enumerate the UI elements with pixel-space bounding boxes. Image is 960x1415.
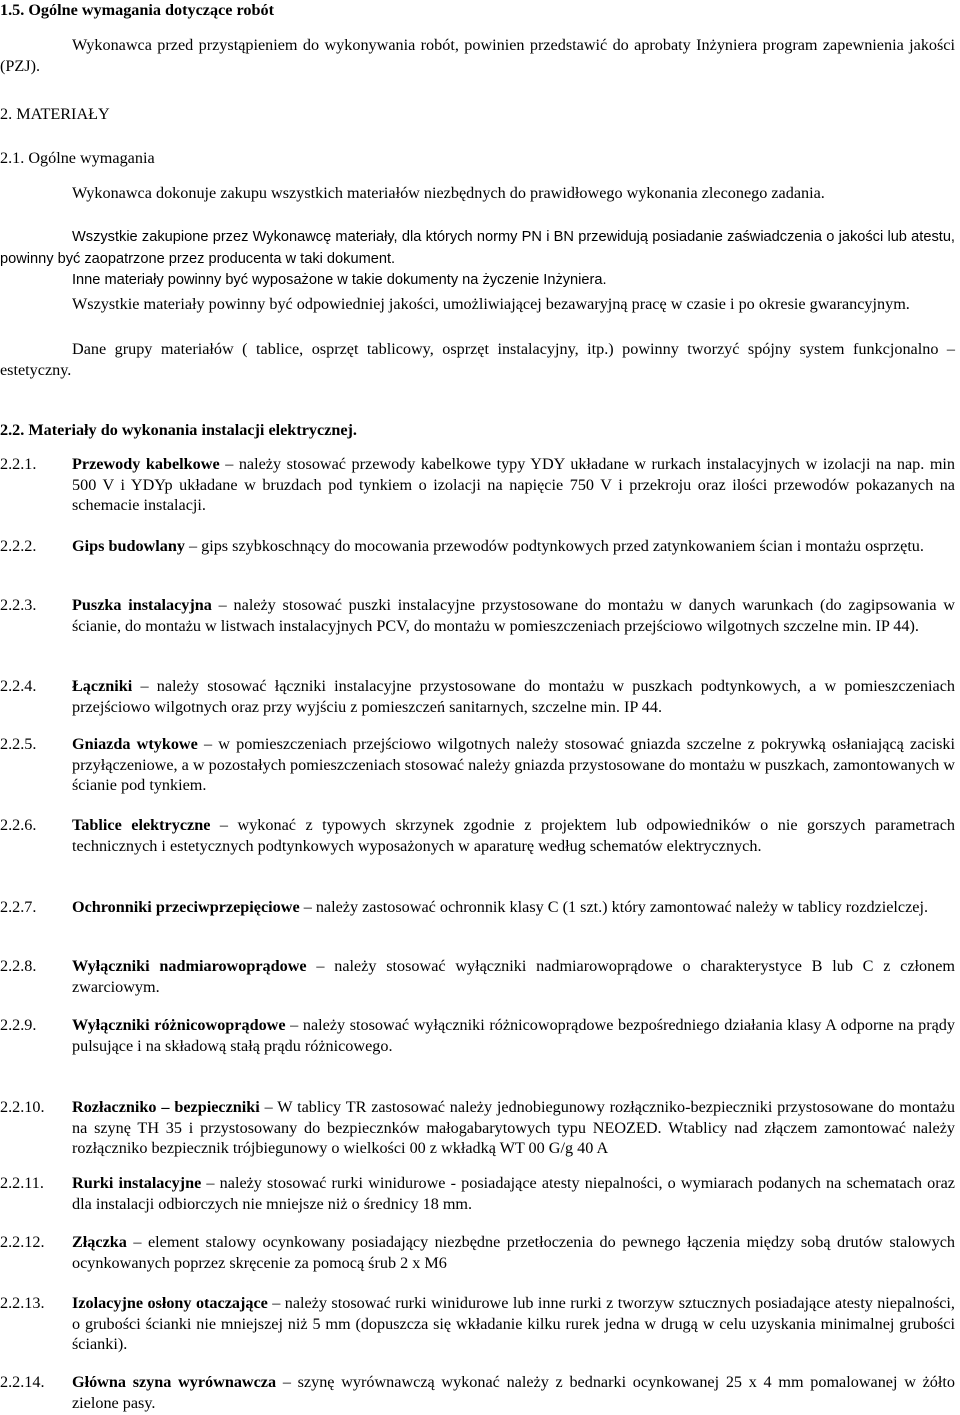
item-number: 2.2.9. <box>0 1016 37 1034</box>
item-term: Łączniki <box>72 677 133 695</box>
item-number: 2.2.2. <box>0 537 37 555</box>
item-number: 2.2.3. <box>0 596 37 614</box>
item-term: Wyłączniki nadmiarowoprądowe <box>72 957 307 975</box>
paragraph-atesty: Wszystkie zakupione przez Wykonawcę materiały, dla których normy PN i BN przewidują posiadanie zaświadczenia o jakości lub atestu, powinny być zaopatrzone przez producenta w taki dokument. <box>0 229 955 267</box>
item-number: 2.2.5. <box>0 735 37 753</box>
list-item <box>0 536 955 557</box>
item-description: – element stalowy ocynkowany posiadający niezbędne przetłoczenia do pewnego łączenia między sobą drutów stalowych ocynkowanych poprzez skręcenie za pomocą śrub 2 x M6 <box>72 1233 955 1272</box>
item-description: – należy stosować wyłączniki nadmiarowoprądowe o charakterystyce B lub C z członem zwarciowym. <box>72 957 955 996</box>
item-description: – należy stosować wyłączniki różnicowoprądowe bezpośredniego działania klasy A odporne na prądy pulsujące i na składową stałą prądu różnicowego. <box>72 1016 955 1055</box>
item-description: – w pomieszczeniach przejściowo wilgotnych należy stosować gniazda szczelne z pokrywką osłaniającą zaciski przyłączeniowe, a w pozostałych pomieszczeniach stosować należy gniazda przystosowane do montażu w puszkach, zamontowanych w ścianie pod tynkiem. <box>72 735 955 795</box>
item-number: 2.2.10. <box>0 1098 45 1116</box>
list-item <box>0 1173 955 1214</box>
item-term: Izolacyjne osłony otaczające <box>72 1294 268 1312</box>
item-term: Ochronniki przeciwprzepięciowe <box>72 898 300 916</box>
item-term: Rurki instalacyjne <box>72 1174 202 1192</box>
item-term: Przewody kabelkowe <box>72 455 220 473</box>
section-heading-2-2: 2.2. Materiały do wykonania instalacji elektrycznej. <box>0 421 357 439</box>
section-heading-materialy: 2. MATERIAŁY <box>0 105 110 123</box>
list-item <box>0 1015 955 1056</box>
item-description: – należy zastosować ochronnik klasy C (1 szt.) który zamontować należy w tablicy rozdzielczej. <box>299 898 929 916</box>
list-item <box>0 676 955 717</box>
list-item <box>0 1372 955 1413</box>
item-number: 2.2.14. <box>0 1373 45 1391</box>
item-number: 2.2.13. <box>0 1294 45 1312</box>
section-heading-2-1 <box>0 148 955 169</box>
item-term: Złączka <box>72 1233 127 1251</box>
list-item <box>0 956 955 997</box>
paragraph-zakup: Wykonawca dokonuje zakupu wszystkich materiałów niezbędnych do prawidłowego wykonania zleconego zadania. <box>72 184 825 202</box>
item-term: Tablice elektryczne <box>72 816 211 834</box>
item-number: 2.2.6. <box>0 816 37 834</box>
item-term: Gips budowlany <box>72 537 185 555</box>
item-term: Puszka instalacyjna <box>72 596 212 614</box>
item-description: – W tablicy TR zastosować należy jednobiegunowy rozłączniko-bezpieczniki przystosowane do montażu na szynę TH 35 i przystosowany do bezpiecznków małogabarytowych typu NEOZED. Wtablicy nad złączem zamontować należy rozłączniko bezpiecznik trójbiegunowy o wielkości 00 z wkładką WT 00 G/g 40 A <box>72 1098 955 1158</box>
paragraph-jakosc: Wszystkie materiały powinny być odpowiedniej jakości, umożliwiającej bezawaryjną pracę w czasie i po okresie gwarancyjnym. <box>72 295 910 313</box>
item-term: Rozłaczniko – bezpieczniki <box>72 1098 260 1116</box>
item-description: – szynę wyrównawczą wykonać należy z bednarki ocynkowanej 25 x 4 mm pomalowanej w żółto zielone pasy. <box>72 1373 955 1412</box>
item-description: – należy stosować rurki winidurowe lub inne rurki z tworzyw sztucznych posiadające atesty niepalności, o grubości ścianki nie mniejszej niż 5 mm (dopuszcza się wkładanie kilku rurek jedna w drugą w celu uzyskania minimalnej grubości ścianki). <box>72 1294 955 1354</box>
section-heading-1-5: 1.5. Ogólne wymagania dotyczące robót <box>0 1 274 19</box>
item-description: – należy stosować łączniki instalacyjne przystosowane do montażu w puszkach podtynkowych, a w pomieszczeniach przejściowo wilgotnych oraz przy wyjściu z pomieszczeń sanitarnych, szczelne min. IP 44. <box>72 677 955 716</box>
item-description: – należy stosować przewody kabelkowe typy YDY układane w rurkach instalacyjnych w izolacji na nap. min 500 V i YDYp układane w bruzdach pod tynkiem o izolacji na napięcie 750 V i przekroju oraz ilości przewodów pokazanych na schemacie instalacji. <box>72 455 955 515</box>
section-number: 2.1. <box>0 149 25 167</box>
item-number: 2.2.8. <box>0 957 37 975</box>
section-title: Ogólne wymagania <box>28 149 155 167</box>
item-number: 2.2.4. <box>0 677 37 695</box>
item-term: Wyłączniki różnicowoprądowe <box>72 1016 286 1034</box>
list-item <box>0 897 955 918</box>
item-description: – należy stosować puszki instalacyjne przystosowane do montażu w danych warunkach (do zagipsowania w ścianie, do montażu w listwach instalacyjnych PCV, do montażu w pomieszczeniach przejściowo wilgotnych szczelne min. IP 44). <box>72 596 955 635</box>
list-item <box>0 734 955 796</box>
item-number: 2.2.12. <box>0 1233 45 1251</box>
list-item <box>0 1232 955 1273</box>
paragraph-grupy: Dane grupy materiałów ( tablice, osprzęt tablicowy, osprzęt instalacyjny, itp.) powinny tworzyć spójny system funkcjonalno – estetyczny. <box>0 340 955 379</box>
list-item <box>0 815 955 856</box>
item-number: 2.2.1. <box>0 455 37 473</box>
list-item <box>0 595 955 636</box>
item-number: 2.2.11. <box>0 1174 44 1192</box>
list-item <box>0 454 955 516</box>
item-description: – gips szybkoschnący do mocowania przewodów podtynkowych przed zatynkowaniem ścian i montażu osprzętu. <box>184 537 924 555</box>
list-item <box>0 1097 955 1159</box>
paragraph-pzj: Wykonawca przed przystąpieniem do wykonywania robót, powinien przedstawić do aprobaty Inżyniera program zapewnienia jakości (PZJ). <box>0 36 955 75</box>
item-term: Gniazda wtykowe <box>72 735 198 753</box>
item-description: – należy stosować rurki winidurowe - posiadające atesty niepalności, o wymiarach podanych na schematach oraz dla instalacji odbiorczych nie mniejsze niż o średnicy 18 mm. <box>72 1174 955 1213</box>
item-term: Główna szyna wyrównawcza <box>72 1373 277 1391</box>
item-description: – wykonać z typowych skrzynek zgodnie z projektem lub odpowiedników o nie gorszych parametrach technicznych i estetycznych podtynkowych wyposażonych w aparaturę według schematów elektrycznych. <box>72 816 955 855</box>
item-number: 2.2.7. <box>0 898 37 916</box>
list-item <box>0 1293 955 1355</box>
paragraph-inne: Inne materiały powinny być wyposażone w takie dokumenty na życzenie Inżyniera. <box>72 272 607 288</box>
